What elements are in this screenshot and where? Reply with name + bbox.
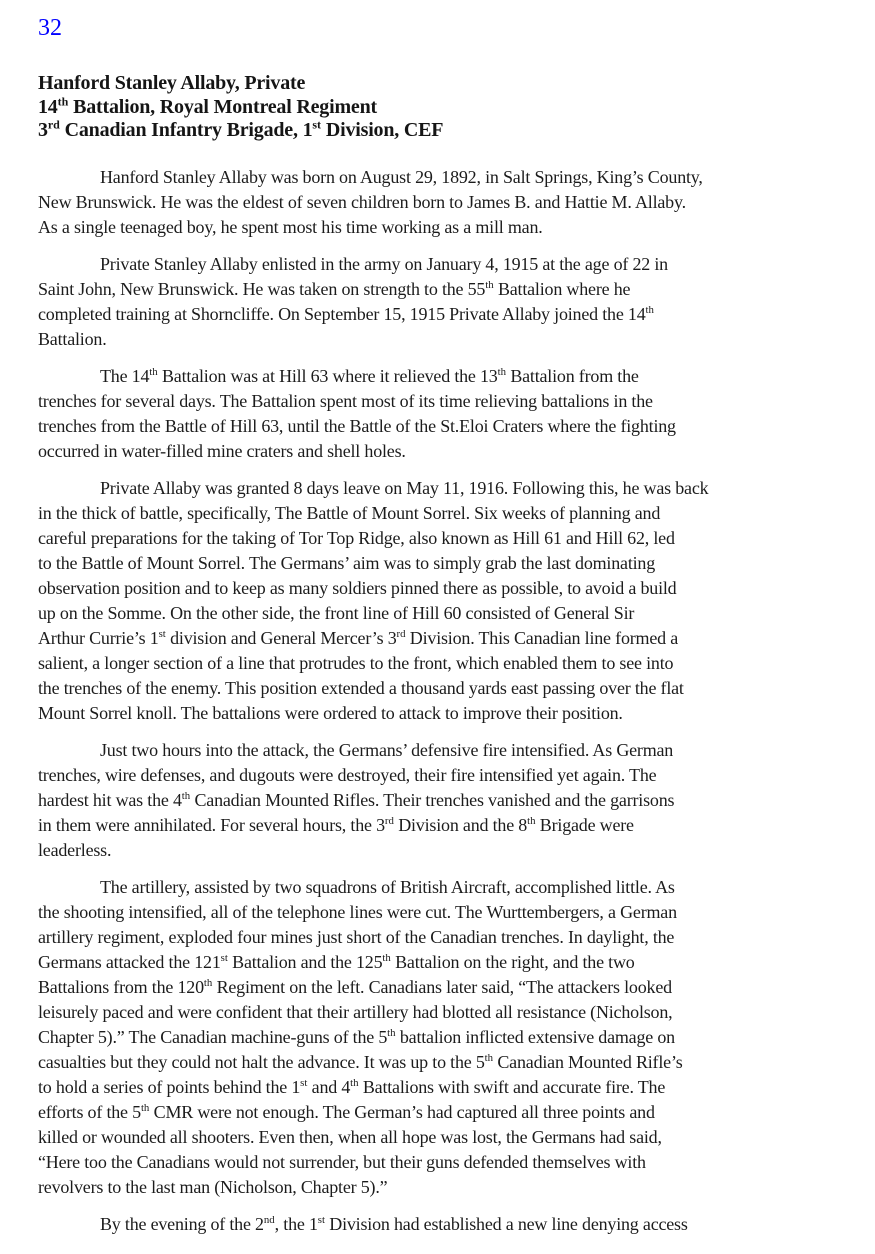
paragraph-hill-63: The 14th Battalion was at Hill 63 where it relieved the 13th Battalion from the trenches for several days. The Battalion spent most of its time relieving battalions in the trenches from the Battle of Hill 63, until the Battle of the St.Eloi Craters where the fighting occurred in water-filled mine craters and shell holes.	[38, 365, 676, 461]
paragraph-mount-sorrel: Private Allaby was granted 8 days leave on May 11, 1916. Following this, he was back in the thick of battle, specifically, The Battle of Mount Sorrel. Six weeks of planning and careful preparations for the taking of Tor Top Ridge, also known as Hill 61 and Hill 62, led to the Battle of Mount Sorrel. The Germans’ aim was to simply grab the last dominating observation position and to keep as many soldiers pinned there as possible, to avoid a build up on the Somme. On the other side, the front line of Hill 60 consisted of General Sir Arthur Currie’s 1st division and General Mercer’s 3rd Division. This Canadian line formed a salient, a longer section of a line that protrudes to the front, which enabled them to see into the trenches of the enemy. This position extended a thousand yards east passing over the flat Mount Sorrel knoll. The battalions were ordered to attack to improve their position.	[38, 477, 709, 723]
page-number: 32	[38, 15, 62, 41]
paragraph-evening: By the evening of the 2nd, the 1st Division had established a new line denying access	[100, 1213, 688, 1234]
paragraph-attack: Just two hours into the attack, the Germans’ defensive fire intensified. As German trenches, wire defenses, and dugouts were destroyed, their fire intensified yet again. The hardest hit was the 4th Canadian Mounted Rifles. Their trenches vanished and the garrisons in them were annihilated. For several hours, the 3rd Division and the 8th Brigade were leaderless.	[38, 739, 675, 860]
paragraph-birth: Hanford Stanley Allaby was born on August 29, 1892, in Salt Springs, King’s County, New Brunswick. He was the eldest of seven children born to James B. and Hattie M. Allaby. As a single teenaged boy, he spent most his time working as a mill man.	[38, 166, 703, 237]
paragraph-artillery: The artillery, assisted by two squadrons of British Aircraft, accomplished little. As the shooting intensified, all of the telephone lines were cut. The Wurttembergers, a German artillery regiment, exploded four mines just short of the Canadian trenches. In daylight, the Germans attacked the 121st Battalion and the 125th Battalion on the right, and the two Battalions from the 120th Regiment on the left. Canadians later said, “The attackers looked leisurely paced and were confident that their artillery had blotted all resistance (Nicholson, Chapter 5).” The Canadian machine-guns of the 5th battalion inflicted extensive damage on casualties but they could not halt the advance. It was up to the 5th Canadian Mounted Rifle’s to hold a series of points behind the 1st and 4th Battalions with swift and accurate fire. The efforts of the 5th CMR were not enough. The German’s had captured all three points and killed or wounded all shooters. Even then, when all hope was lost, the Germans had said, “Here too the Canadians would not surrender, but their guns defended themselves with revolvers to the last man (Nicholson, Chapter 5).”	[38, 876, 683, 1197]
document-title: Hanford Stanley Allaby, Private 14th Battalion, Royal Montreal Regiment 3rd Canadian Infantry Brigade, 1st Division, CEF	[38, 72, 444, 141]
paragraph-enlistment: Private Stanley Allaby enlisted in the army on January 4, 1915 at the age of 22 in Saint John, New Brunswick. He was taken on strength to the 55th Battalion where he completed training at Shorncliffe. On September 15, 1915 Private Allaby joined the 14th Battalion.	[38, 253, 668, 349]
